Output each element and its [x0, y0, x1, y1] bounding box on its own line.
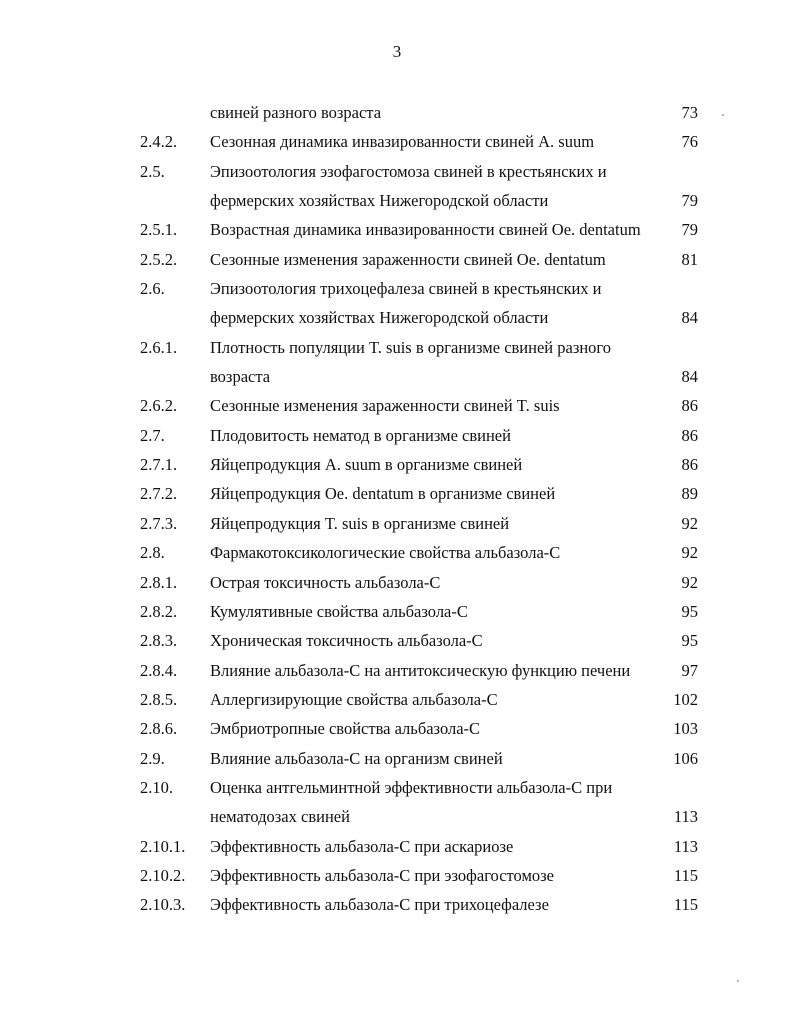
toc-section-number: 2.7. [140, 425, 165, 445]
toc-section-title: Эпизоотология трихоцефалеза свиней в крестьянских и [210, 279, 602, 299]
toc-section-title: Фармакотоксикологические свойства альбазола-С [210, 543, 561, 563]
toc-line [0, 509, 794, 538]
toc-section-number: 2.8.1. [140, 572, 178, 592]
toc-section-title: Плодовитость нематод в организме свиней [210, 425, 511, 445]
toc-section-title: Оценка антгельминтной эффективности альбазола-С при [210, 777, 613, 797]
toc-line [0, 802, 794, 831]
toc-section-number: 2.8.5. [140, 689, 178, 709]
toc-section-number: 2.6.1. [140, 337, 178, 357]
toc-line [0, 157, 794, 186]
toc-page-number: 95 [681, 601, 698, 621]
toc-line [0, 773, 794, 802]
toc-page-number: 115 [673, 895, 698, 915]
toc-line [0, 362, 794, 391]
toc-page-number: 113 [673, 836, 698, 856]
toc-section-number: 2.5.1. [140, 220, 178, 240]
scan-speck [737, 980, 739, 982]
toc-section-title: Возрастная динамика инвазированности свиней Oe. dentatum [210, 220, 641, 240]
toc-section-title: нематодозах свиней [210, 807, 350, 827]
toc-page-number: 103 [673, 719, 698, 739]
toc-line [0, 245, 794, 274]
toc-section-title: Острая токсичность альбазола-С [210, 572, 441, 592]
toc-section-number: 2.5. [140, 161, 165, 181]
toc-page-number: 86 [681, 425, 698, 445]
toc-section-number: 2.6.2. [140, 396, 178, 416]
toc-section-title: Сезонные изменения зараженности свиней Oe. dentatum [210, 249, 606, 269]
toc-section-number: 2.8. [140, 543, 165, 563]
scan-speck [722, 114, 724, 116]
toc-section-title: Яйцепродукция Oe. dentatum в организме свиней [210, 484, 556, 504]
toc-section-title: Эпизоотология эзофагостомоза свиней в крестьянских и [210, 161, 607, 181]
toc-line [0, 450, 794, 479]
toc-section-title: Эффективность альбазола-С при трихоцефалезе [210, 895, 549, 915]
toc-line [0, 479, 794, 508]
toc-line [0, 744, 794, 773]
toc-page-number: 84 [681, 308, 698, 328]
toc-section-title: Сезонные изменения зараженности свиней T. suis [210, 396, 560, 416]
toc-section-number: 2.8.3. [140, 631, 178, 651]
toc-section-title: Эффективность альбазола-С при эзофагостомозе [210, 865, 554, 885]
toc-page-number: 95 [681, 631, 698, 651]
toc-line [0, 421, 794, 450]
toc-section-number: 2.7.3. [140, 513, 178, 533]
toc-section-title: свиней разного возраста [210, 103, 382, 122]
toc-section-number: 2.8.2. [140, 601, 178, 621]
toc-line [0, 186, 794, 215]
toc-section-title: фермерских хозяйствах Нижегородской области [210, 308, 549, 328]
toc-line [0, 861, 794, 890]
toc-section-number: 2.7.2. [140, 484, 178, 504]
toc-line [0, 303, 794, 332]
toc-section-number: 2.10. [140, 777, 173, 797]
toc-section-title: Плотность популяции T. suis в организме свиней разного [210, 337, 612, 357]
toc-page-number: 97 [681, 660, 698, 680]
toc-page-number: 92 [681, 543, 698, 563]
toc-line [0, 391, 794, 420]
toc-page-number: 76 [681, 132, 698, 152]
toc-section-title: Эффективность альбазола-С при аскариозе [210, 836, 514, 856]
toc-page-number: 102 [673, 689, 698, 709]
toc-section-title: Эмбриотропные свойства альбазола-С [210, 719, 481, 739]
toc-page-number: 115 [673, 865, 698, 885]
toc-page-number: 79 [681, 220, 698, 240]
toc-section-title: Хроническая токсичность альбазола-С [210, 631, 483, 651]
toc-section-title: фермерских хозяйствах Нижегородской области [210, 191, 549, 211]
toc-line [0, 626, 794, 655]
toc-section-number: 2.8.6. [140, 719, 178, 739]
toc-line [0, 538, 794, 567]
toc-line [0, 127, 794, 156]
toc-section-title: Влияние альбазола-С на организм свиней [210, 748, 503, 768]
toc-section-title: Сезонная динамика инвазированности свиней A. suum [210, 132, 595, 152]
toc-section-number: 2.6. [140, 279, 165, 299]
toc-page-number: 73 [681, 103, 698, 122]
toc-page-number: 86 [681, 396, 698, 416]
toc-section-title: Кумулятивные свойства альбазола-С [210, 601, 468, 621]
toc-line [0, 568, 794, 597]
toc-section-title: возраста [210, 367, 271, 387]
toc-section-number: 2.8.4. [140, 660, 178, 680]
toc-line [0, 685, 794, 714]
toc-section-number: 2.10.3. [140, 895, 186, 915]
toc-page-number: 113 [673, 807, 698, 827]
toc-page-number: 106 [673, 748, 698, 768]
toc-section-number: 2.4.2. [140, 132, 178, 152]
toc-section-number: 2.7.1. [140, 455, 178, 475]
toc-line [0, 890, 794, 919]
toc-page-number: 92 [681, 572, 698, 592]
toc-line [0, 215, 794, 244]
toc-section-number: 2.10.1. [140, 836, 186, 856]
toc-section-title: Яйцепродукция T. suis в организме свиней [210, 513, 510, 533]
toc-section-title: Аллергизирующие свойства альбазола-С [210, 689, 498, 709]
toc-section-title: Яйцепродукция A. suum в организме свиней [210, 455, 523, 475]
toc-section-title: Влияние альбазола-С на антитоксическую функцию печени [210, 660, 631, 680]
toc-line [0, 714, 794, 743]
toc-line [0, 98, 794, 127]
toc-page-number: 86 [681, 455, 698, 475]
toc-line [0, 656, 794, 685]
toc-line [0, 274, 794, 303]
toc-section-number: 2.9. [140, 748, 165, 768]
toc-line [0, 333, 794, 362]
toc-page-number: 81 [681, 249, 698, 269]
page-number: 3 [392, 42, 402, 61]
toc-line [0, 597, 794, 626]
toc-page-number: 79 [681, 191, 698, 211]
toc-section-number: 2.10.2. [140, 865, 186, 885]
toc-line [0, 832, 794, 861]
toc-page-number: 84 [681, 367, 698, 387]
toc-page-number: 92 [681, 513, 698, 533]
toc-page-number: 89 [681, 484, 698, 504]
table-of-contents [0, 98, 794, 920]
toc-section-number: 2.5.2. [140, 249, 178, 269]
